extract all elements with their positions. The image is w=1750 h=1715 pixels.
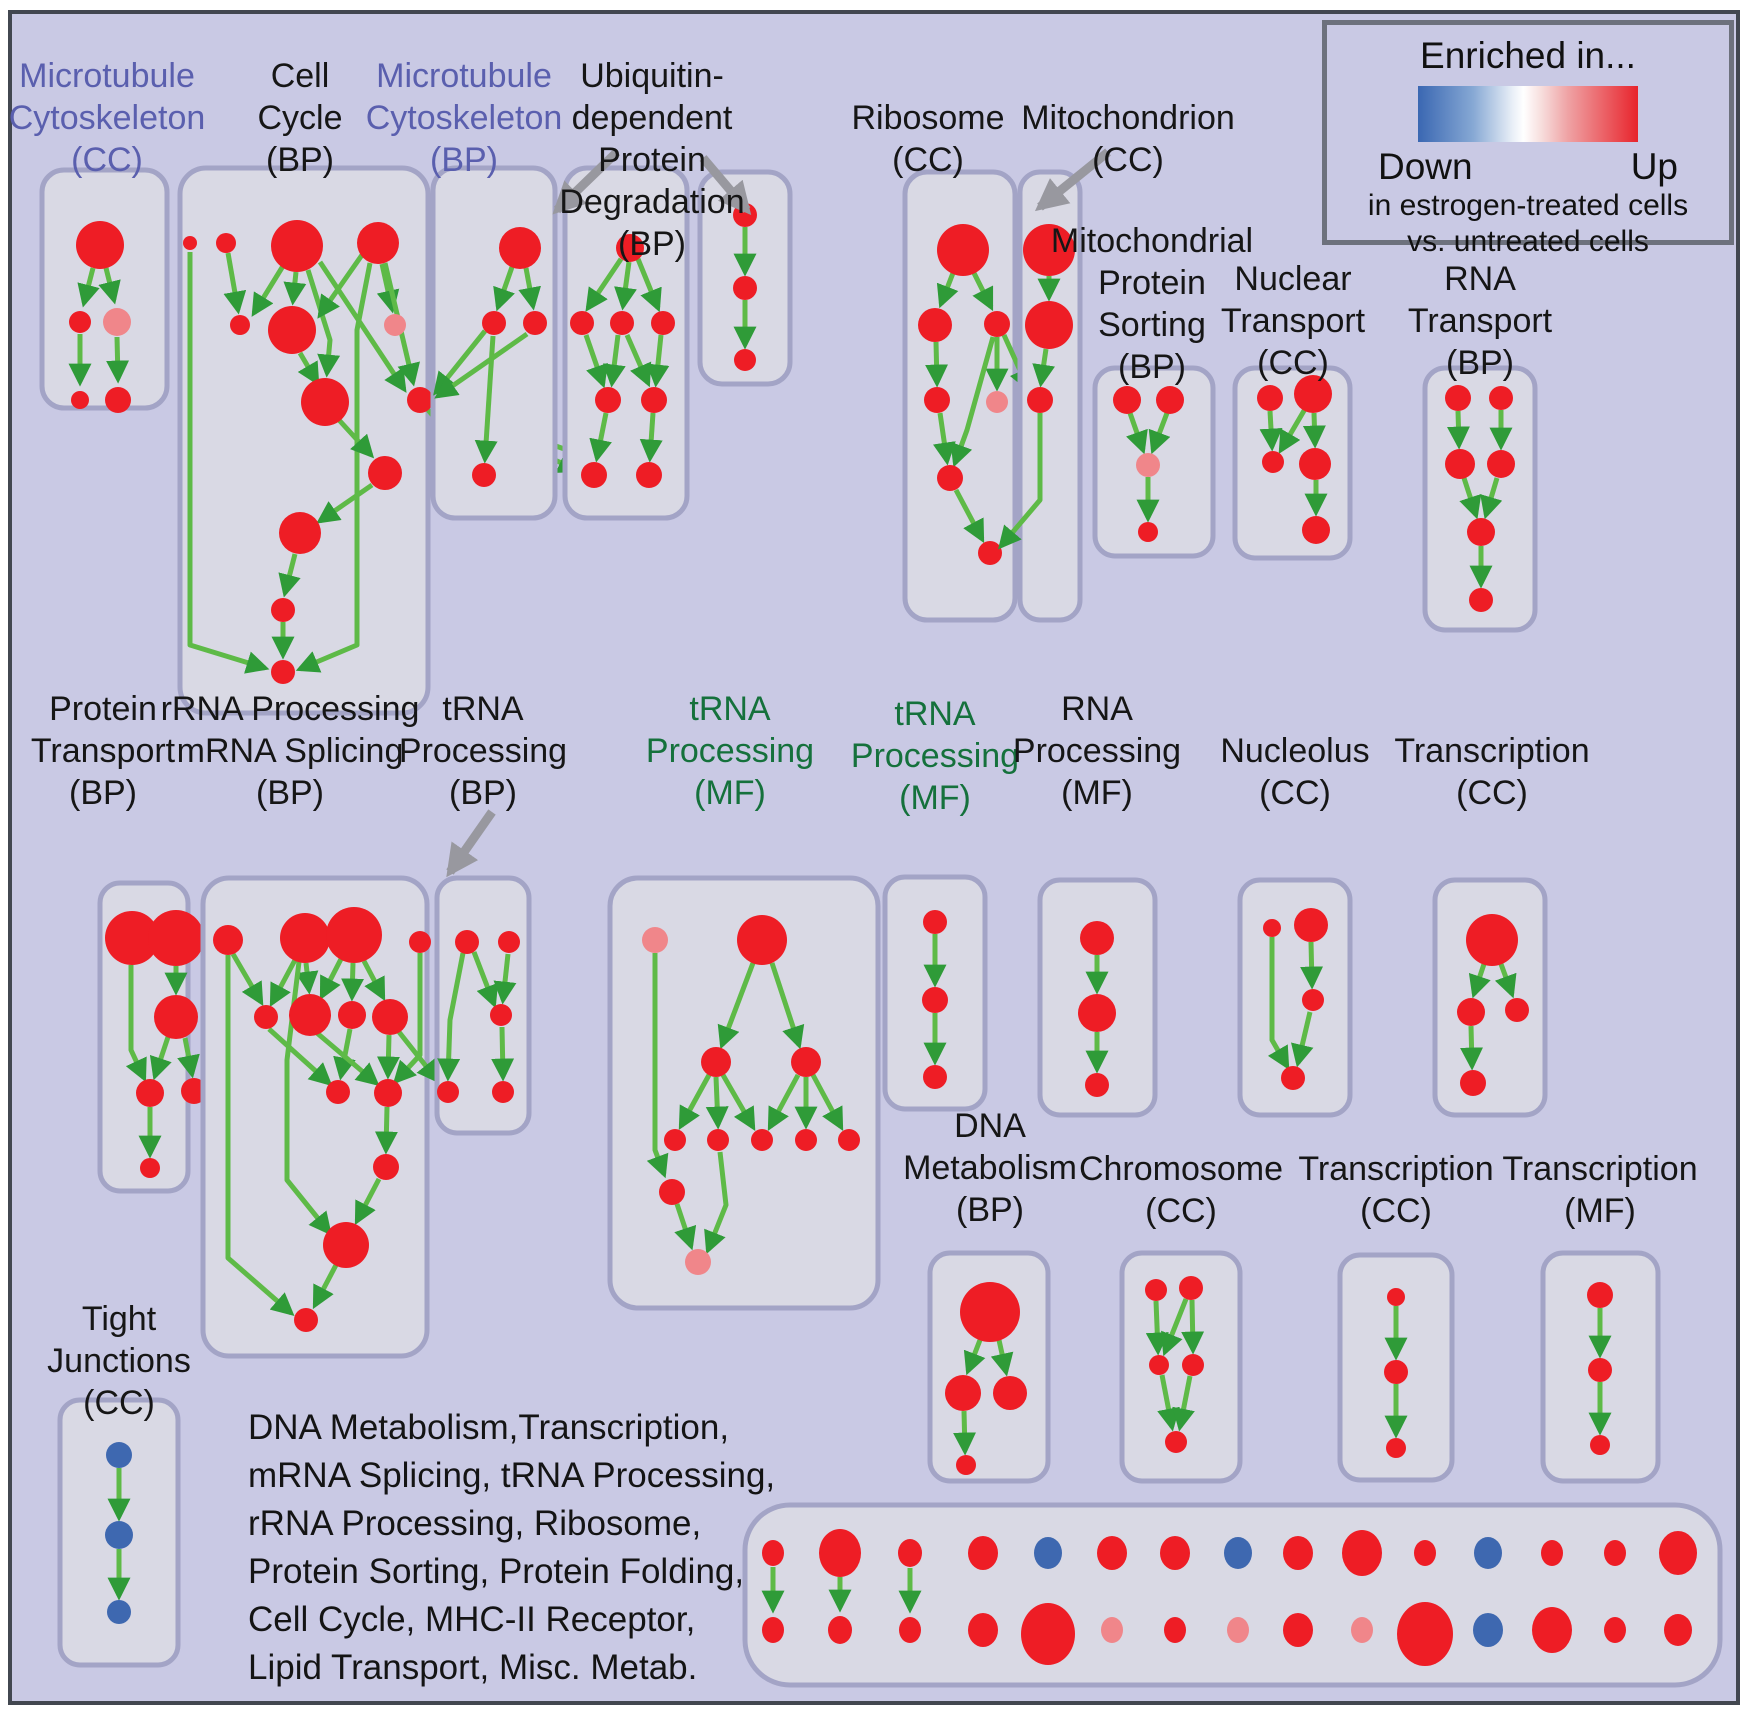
- legend-title: Enriched in...: [1420, 35, 1636, 76]
- go-term-node: [1281, 1066, 1305, 1090]
- label-line: Processing: [1012, 732, 1182, 770]
- label-line: Degradation: [559, 183, 745, 221]
- go-term-node: [1160, 1536, 1190, 1570]
- label-line: (BP): [256, 774, 324, 812]
- go-term-node: [701, 1047, 731, 1077]
- go-term-node: [1294, 908, 1328, 942]
- edge-arrow: [1311, 942, 1312, 985]
- go-term-node: [1283, 1613, 1313, 1647]
- go-term-node: [103, 308, 131, 336]
- go-term-node: [1489, 386, 1513, 410]
- label-line: (BP): [618, 225, 686, 263]
- go-term-node: [1156, 386, 1184, 414]
- label-line: Nucleolus: [1220, 732, 1370, 770]
- color-legend: [1322, 20, 1734, 258]
- go-term-node: [1227, 1617, 1249, 1643]
- go-term-node: [216, 233, 236, 253]
- edge-arrow: [964, 1411, 965, 1451]
- cluster-box-nuclear-transport: [1235, 368, 1350, 558]
- cluster-dna-metabolism: [930, 1253, 1048, 1481]
- go-term-node: [1469, 588, 1493, 612]
- go-term-node: [372, 999, 408, 1035]
- go-term-node: [338, 1001, 366, 1029]
- cluster-transcription-mf: [1543, 1253, 1658, 1481]
- go-term-node: [945, 1375, 981, 1411]
- label-line: (CC): [71, 141, 143, 179]
- go-term-node: [1387, 1288, 1405, 1306]
- go-term-node: [1588, 1358, 1612, 1382]
- go-term-node: [610, 311, 634, 335]
- go-term-node: [268, 306, 316, 354]
- go-term-node: [595, 387, 621, 413]
- go-term-node: [1473, 1613, 1503, 1647]
- cluster-ribosome: [905, 172, 1028, 620]
- go-term-node: [140, 1158, 160, 1178]
- label-line: Metabolism: [903, 1149, 1077, 1187]
- go-term-node: [1532, 1607, 1572, 1653]
- go-term-node: [437, 1081, 459, 1103]
- label-line: Protein: [598, 141, 706, 179]
- cluster-box-microtubule-cc: [42, 170, 167, 408]
- edge-arrow: [117, 337, 118, 379]
- edge-arrow: [1270, 411, 1272, 447]
- go-term-node: [984, 311, 1010, 337]
- label-line: (MF): [1061, 774, 1133, 812]
- go-term-node: [828, 1616, 852, 1644]
- go-term-node: [791, 1047, 821, 1077]
- go-term-node: [271, 220, 323, 272]
- label-line: Ribosome: [851, 99, 1005, 137]
- label-line: (CC): [1456, 774, 1528, 812]
- go-term-node: [978, 541, 1002, 565]
- go-term-node: [1027, 387, 1053, 413]
- go-term-node: [1384, 1360, 1408, 1384]
- go-term-node: [819, 1529, 861, 1577]
- go-term-node: [642, 927, 668, 953]
- cluster-transcription-cc-mid: [1435, 880, 1545, 1115]
- go-term-node: [1590, 1435, 1610, 1455]
- go-term-node: [898, 1539, 922, 1567]
- label-line: Mitochondrion: [1021, 99, 1235, 137]
- label-line: (CC): [83, 1384, 155, 1422]
- legend-subtitle-1: in estrogen-treated cells: [1367, 189, 1689, 222]
- go-term-node: [1164, 1617, 1186, 1643]
- go-term-node: [1165, 1431, 1187, 1453]
- go-term-node: [76, 221, 124, 269]
- label-line: tRNA: [894, 695, 976, 733]
- go-term-node: [1224, 1537, 1252, 1569]
- cluster-trna-mf-1: [610, 878, 878, 1308]
- cluster-trna-mf-2: [885, 877, 985, 1109]
- go-term-node: [1445, 385, 1471, 411]
- go-term-node: [499, 227, 541, 269]
- edge-arrow: [352, 963, 353, 997]
- go-term-node: [213, 925, 243, 955]
- go-term-node: [1263, 919, 1281, 937]
- label-line: Protein: [1098, 264, 1206, 302]
- label-line: (CC): [892, 141, 964, 179]
- edge-arrow: [1471, 1026, 1472, 1066]
- go-term-node: [1302, 989, 1324, 1011]
- legend-gradient-bar: [1418, 86, 1638, 142]
- edge-arrow: [306, 963, 309, 990]
- go-term-node: [105, 1521, 133, 1549]
- note-line: mRNA Splicing, tRNA Processing,: [248, 1456, 776, 1495]
- go-term-node: [795, 1129, 817, 1151]
- go-term-node: [838, 1129, 860, 1151]
- cluster-chromosome: [1122, 1253, 1240, 1481]
- go-term-node: [289, 994, 331, 1036]
- go-term-node: [968, 1536, 998, 1570]
- label-line: (CC): [1257, 344, 1329, 382]
- label-line: Ubiquitin-: [580, 57, 724, 95]
- cluster-box-ubiquitin-1: [565, 168, 687, 518]
- go-term-node: [523, 311, 547, 335]
- go-term-node: [1457, 998, 1485, 1026]
- label-line: mRNA Splicing: [176, 732, 404, 770]
- go-term-node: [986, 391, 1008, 413]
- go-term-node: [616, 234, 644, 262]
- label-line: Transport: [1220, 302, 1366, 340]
- go-term-node: [1487, 450, 1515, 478]
- label-line: Chromosome: [1078, 1150, 1284, 1188]
- go-term-node: [498, 931, 520, 953]
- cluster-microtubule-bp: [433, 168, 555, 518]
- go-term-node: [373, 1154, 399, 1180]
- go-term-node: [1505, 998, 1529, 1022]
- label-line: Sorting: [1098, 306, 1206, 344]
- go-term-node: [937, 465, 963, 491]
- label-line: Cell: [270, 57, 330, 95]
- label-line: (BP): [266, 141, 334, 179]
- edge-arrow: [388, 1035, 389, 1075]
- go-term-node: [294, 1308, 318, 1332]
- go-term-node: [751, 1129, 773, 1151]
- go-term-node: [734, 349, 756, 371]
- go-term-node: [1397, 1602, 1453, 1666]
- go-term-node: [651, 311, 675, 335]
- go-term-node: [1179, 1276, 1203, 1300]
- label-line: (BP): [1445, 344, 1514, 382]
- go-term-node: [664, 1129, 686, 1151]
- go-term-node: [455, 930, 479, 954]
- go-term-node: [570, 311, 594, 335]
- go-term-node: [1257, 385, 1283, 411]
- label-line: Cycle: [257, 99, 343, 137]
- go-term-node: [1149, 1355, 1169, 1375]
- label-line: Cytoskeleton: [8, 99, 206, 137]
- edge-arrow: [650, 413, 653, 458]
- go-term-node: [357, 222, 399, 264]
- label-line: Processing: [398, 732, 568, 770]
- go-term-node: [280, 913, 330, 963]
- go-term-node: [1294, 375, 1332, 413]
- go-term-node: [183, 236, 197, 250]
- label-line: (MF): [1564, 1192, 1636, 1230]
- cluster-rna-transport: [1425, 368, 1535, 630]
- label-line: (BP): [448, 774, 517, 812]
- label-line: (CC): [1145, 1192, 1217, 1230]
- legend-up-label: Up: [1630, 146, 1678, 187]
- label-line: Microtubule: [376, 57, 552, 95]
- label-line: (BP): [429, 141, 498, 179]
- go-term-node: [659, 1179, 685, 1205]
- label-line: (CC): [1092, 141, 1164, 179]
- go-term-node: [105, 387, 131, 413]
- note-line: Protein Sorting, Protein Folding,: [248, 1552, 745, 1591]
- go-term-node: [1541, 1540, 1563, 1566]
- edge-arrow: [1156, 1301, 1158, 1351]
- edge-arrow: [936, 342, 937, 383]
- label-line: (CC): [1360, 1192, 1432, 1230]
- go-term-node: [148, 910, 204, 966]
- go-term-node: [323, 1222, 369, 1268]
- cluster-rna-processing-mf: [1040, 880, 1155, 1115]
- go-term-node: [924, 387, 950, 413]
- cluster-nuclear-transport: [1235, 368, 1350, 558]
- go-term-node: [409, 931, 431, 953]
- label-line: Transport: [1407, 302, 1553, 340]
- go-term-node: [737, 915, 787, 965]
- go-term-node: [960, 1282, 1020, 1342]
- go-term-node: [1101, 1617, 1123, 1643]
- note-line: rRNA Processing, Ribosome,: [248, 1504, 702, 1543]
- label-line: (CC): [1259, 774, 1331, 812]
- go-term-node: [1474, 1537, 1502, 1569]
- label-line: Nuclear: [1234, 260, 1352, 298]
- go-term-node: [472, 463, 496, 487]
- edge-arrow: [1192, 1300, 1193, 1350]
- label-line: (BP): [1118, 348, 1186, 386]
- go-term-node: [922, 987, 948, 1013]
- label-line: Processing: [645, 732, 815, 770]
- label-line: Transport: [30, 732, 176, 770]
- go-term-node: [1085, 1073, 1109, 1097]
- cluster-transcription-cc-bot: [1340, 1255, 1452, 1480]
- label-line: Protein: [49, 690, 157, 728]
- go-term-node: [1145, 1279, 1167, 1301]
- go-term-node: [641, 387, 667, 413]
- cluster-ubiquitin-1: [565, 168, 687, 518]
- go-term-node: [1587, 1282, 1613, 1308]
- edge-arrow: [386, 1107, 387, 1150]
- label-line: RNA: [1061, 690, 1133, 728]
- go-term-node: [230, 315, 250, 335]
- go-term-node: [1078, 994, 1116, 1032]
- go-term-node: [581, 462, 607, 488]
- go-term-node: [407, 387, 433, 413]
- label-line: Processing: [850, 737, 1020, 775]
- go-term-node: [254, 1005, 278, 1029]
- edge-arrow: [502, 1027, 503, 1077]
- label-line: Microtubule: [19, 57, 195, 95]
- go-term-node: [1034, 1537, 1062, 1569]
- go-term-node: [482, 311, 506, 335]
- go-term-node: [733, 276, 757, 300]
- label-line: Transcription: [1298, 1150, 1494, 1188]
- go-term-node: [71, 391, 89, 409]
- go-term-node: [636, 462, 662, 488]
- label-line: DNA: [954, 1107, 1026, 1145]
- label-line: Cytoskeleton: [365, 99, 563, 137]
- go-term-node: [1445, 449, 1475, 479]
- go-term-node: [279, 512, 321, 554]
- go-term-node: [937, 224, 989, 276]
- cluster-mito-sorting: [1095, 368, 1213, 556]
- label-line: Transcription: [1502, 1150, 1698, 1188]
- go-term-node: [968, 1613, 998, 1647]
- cluster-tight-junctions: [60, 1400, 178, 1665]
- cluster-microtubule-cc: [42, 170, 167, 413]
- go-term-node: [1342, 1530, 1382, 1576]
- go-term-node: [1113, 386, 1141, 414]
- go-term-node: [490, 1004, 512, 1026]
- cluster-box-collapsed-strip: [745, 1505, 1720, 1685]
- go-term-node: [1283, 1536, 1313, 1570]
- label-line: Tight: [81, 1300, 157, 1338]
- go-term-node: [1414, 1540, 1436, 1566]
- go-term-node: [1182, 1354, 1204, 1376]
- go-term-node: [707, 1129, 729, 1151]
- label-line: tRNA: [442, 690, 524, 728]
- go-term-node: [685, 1249, 711, 1275]
- edge-arrow: [1458, 411, 1459, 445]
- label-line: (MF): [899, 779, 971, 817]
- cluster-rrna-mrna: [203, 878, 437, 1356]
- go-term-node: [1138, 522, 1158, 542]
- note-line: DNA Metabolism,Transcription,: [248, 1408, 730, 1447]
- label-line: (BP): [956, 1191, 1024, 1229]
- cluster-collapsed-strip: [745, 1505, 1720, 1685]
- note-line: Cell Cycle, MHC-II Receptor,: [248, 1600, 696, 1639]
- go-term-node: [1664, 1614, 1692, 1646]
- go-term-node: [923, 1065, 947, 1089]
- go-term-node: [1466, 914, 1518, 966]
- go-term-node: [107, 1600, 131, 1624]
- go-term-node: [326, 907, 382, 963]
- label-line: Mitochondrial: [1050, 222, 1254, 260]
- go-term-node: [1021, 1603, 1075, 1665]
- go-term-node: [326, 1080, 350, 1104]
- go-term-node: [899, 1617, 921, 1643]
- label-line: (BP): [68, 774, 137, 812]
- go-term-node: [154, 995, 198, 1039]
- go-term-node: [271, 598, 295, 622]
- go-term-node: [271, 660, 295, 684]
- go-term-node: [1025, 301, 1073, 349]
- go-term-node: [374, 1079, 402, 1107]
- edge-arrow: [1314, 413, 1315, 444]
- label-line: rRNA Processing: [160, 690, 420, 728]
- go-term-node: [923, 910, 947, 934]
- go-term-node: [1386, 1438, 1406, 1458]
- go-term-node: [136, 1079, 164, 1107]
- go-term-node: [492, 1081, 514, 1103]
- go-term-node: [1659, 1531, 1697, 1575]
- go-term-node: [1136, 453, 1160, 477]
- go-term-node: [918, 308, 952, 342]
- go-term-node: [1302, 516, 1330, 544]
- go-term-node: [106, 1442, 132, 1468]
- go-term-node: [956, 1455, 976, 1475]
- go-term-node: [1097, 1536, 1127, 1570]
- go-term-node: [384, 314, 406, 336]
- label-line: Junctions: [47, 1342, 191, 1380]
- legend-down-label: Down: [1378, 146, 1473, 187]
- go-term-node: [1604, 1617, 1626, 1643]
- label-line: RNA: [1444, 260, 1516, 298]
- label-line: Transcription: [1394, 732, 1590, 770]
- legend-subtitle-2: vs. untreated cells: [1407, 225, 1649, 258]
- go-term-node: [1604, 1540, 1626, 1566]
- go-term-node: [1460, 1070, 1486, 1096]
- go-term-node: [1467, 518, 1495, 546]
- label-line: dependent: [571, 99, 733, 137]
- note-line: Lipid Transport, Misc. Metab.: [248, 1648, 698, 1687]
- edge-arrow: [716, 1077, 718, 1125]
- go-term-node: [301, 378, 349, 426]
- edge-arrow: [293, 272, 296, 301]
- label-line: tRNA: [689, 690, 771, 728]
- go-term-node: [368, 456, 402, 490]
- go-term-node: [1080, 921, 1114, 955]
- cluster-nucleolus: [1240, 880, 1350, 1115]
- go-term-node: [69, 311, 91, 333]
- collapsed-categories-note: [248, 1404, 775, 1692]
- go-term-node: [1023, 224, 1075, 276]
- go-term-node: [1351, 1617, 1373, 1643]
- go-term-node: [1262, 451, 1284, 473]
- go-term-node: [1299, 448, 1331, 480]
- label-line: (MF): [694, 774, 766, 812]
- go-term-node: [993, 1376, 1027, 1410]
- cluster-trna-bp: [437, 878, 529, 1133]
